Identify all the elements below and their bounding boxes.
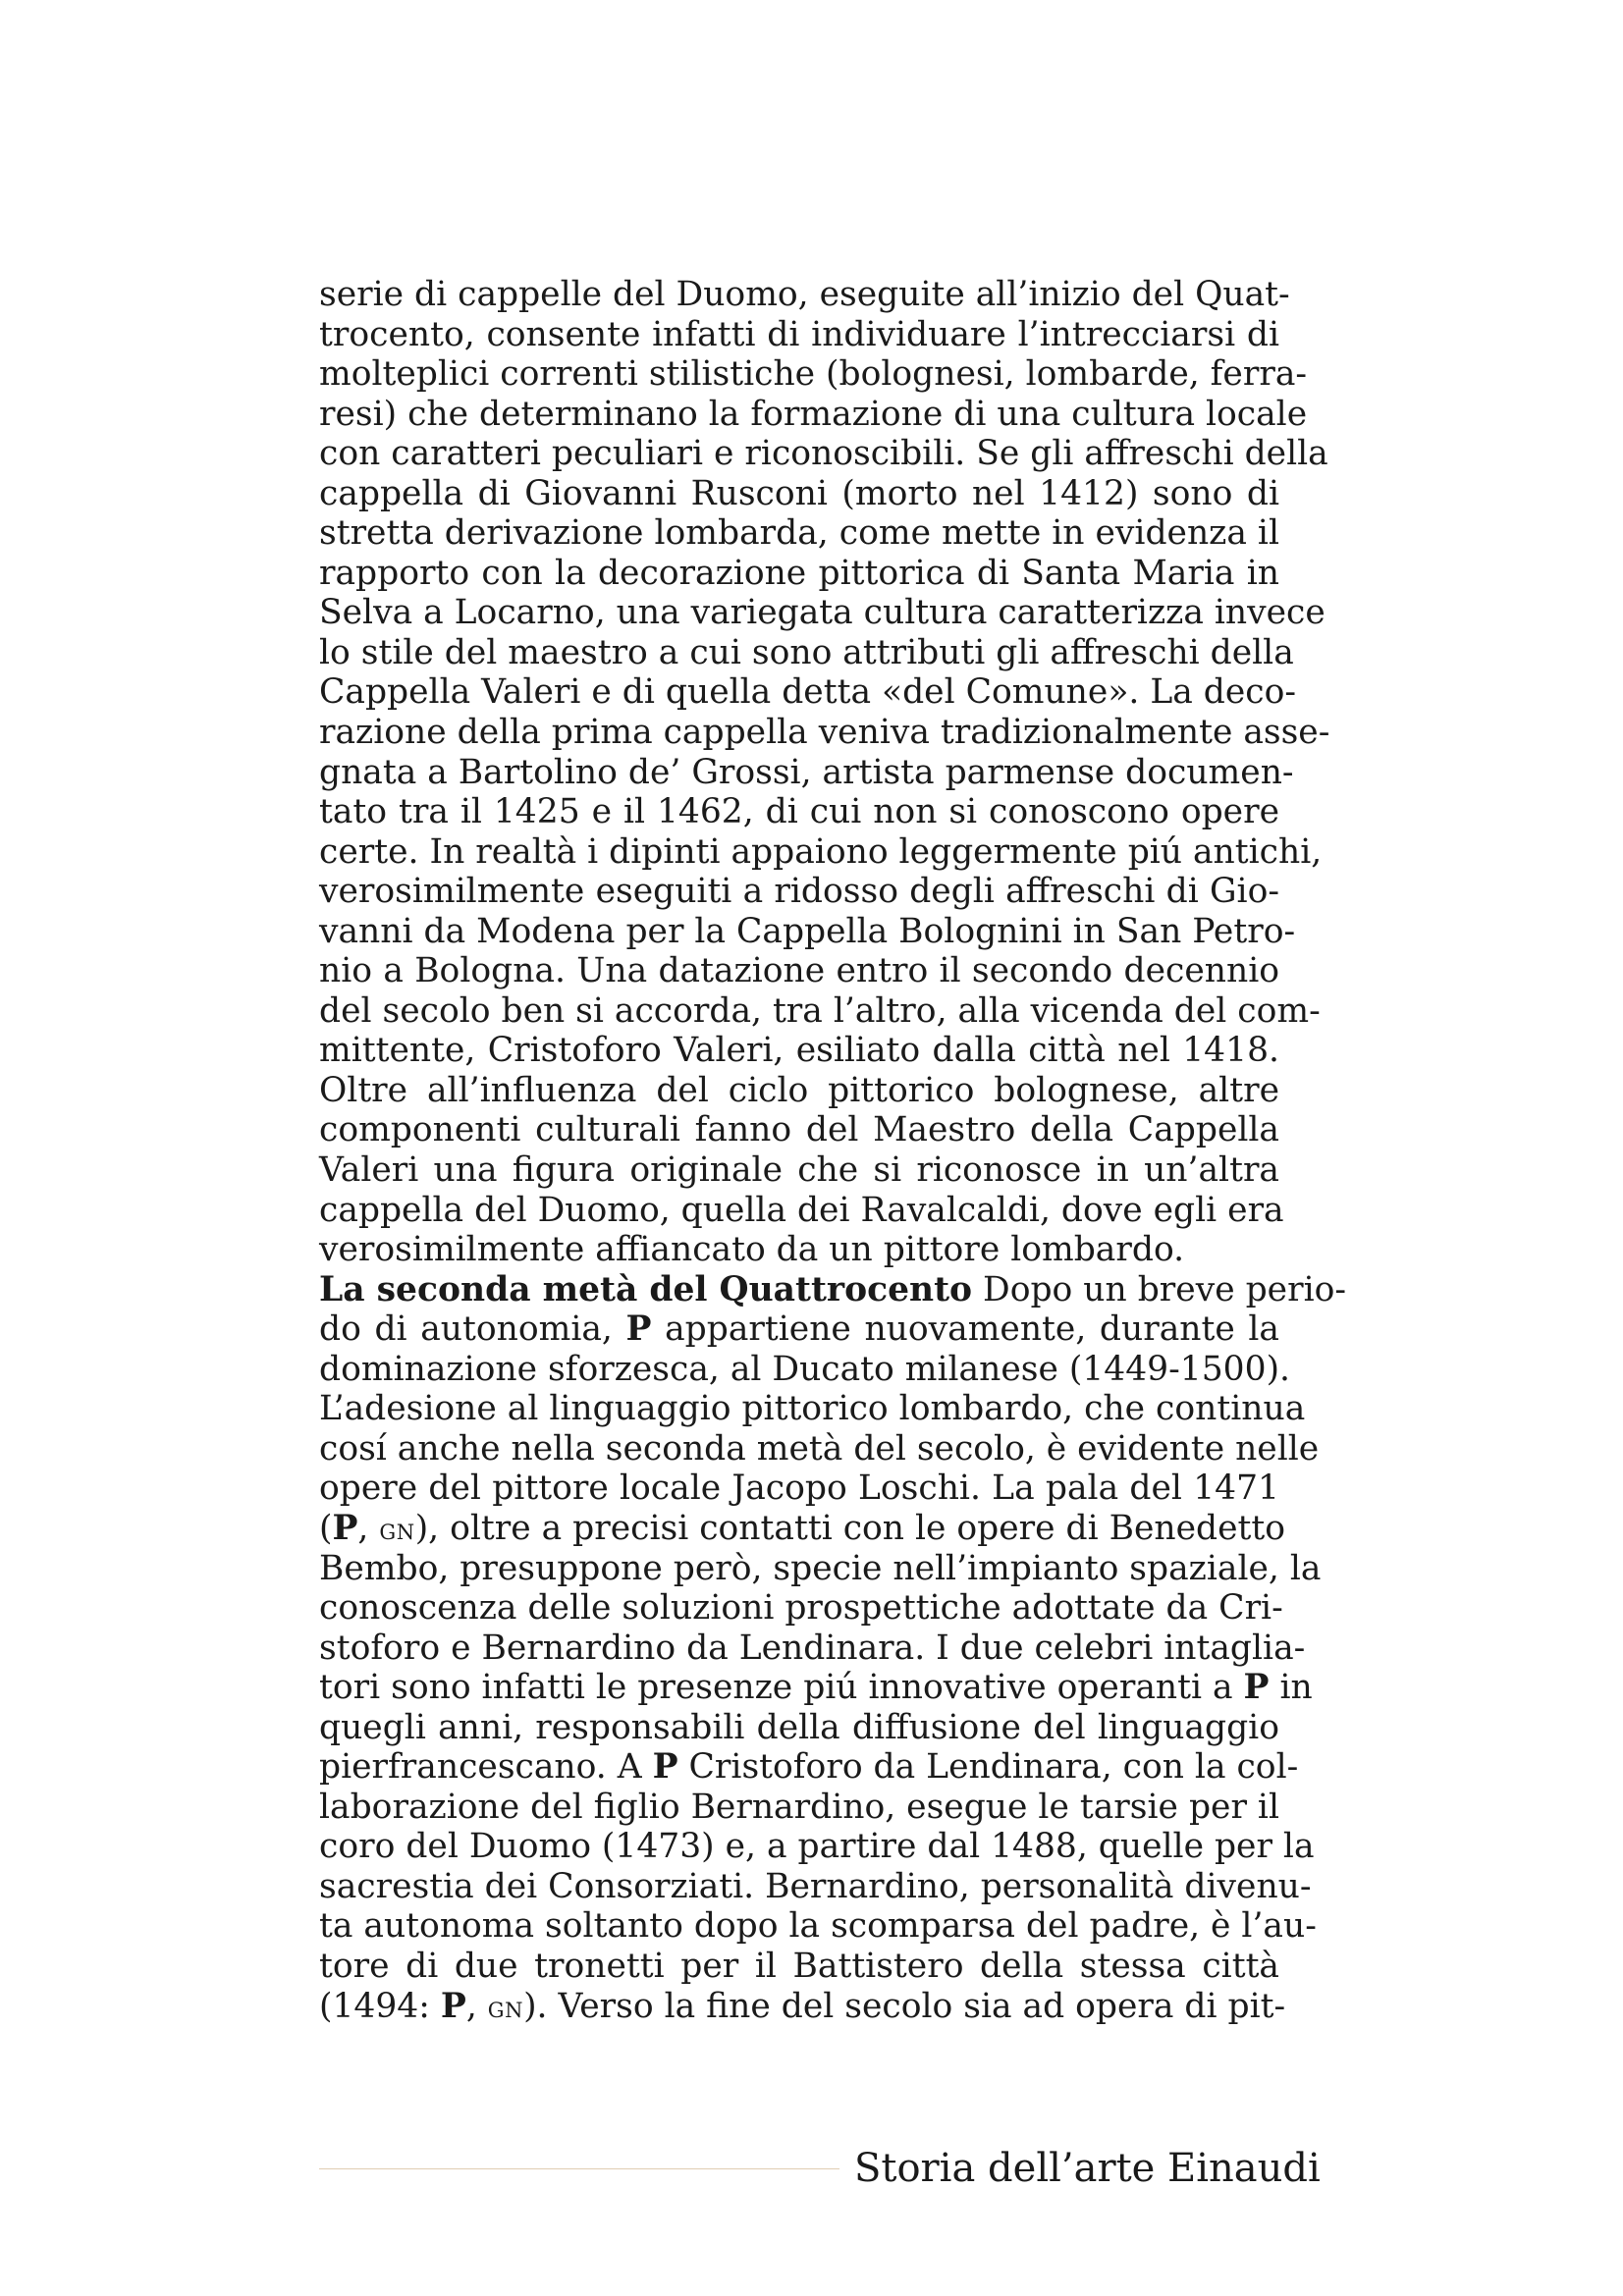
text-line: cappella del Duomo, quella dei Ravalcaldi, dove egli era — [319, 1190, 1284, 1230]
text-line: tore di due tronetti per il Battistero della stessa città — [319, 1946, 1279, 1986]
text-line: nio a Bologna. Una datazione entro il secondo decennio — [319, 951, 1279, 991]
text-line: Cappella Valeri e di quella detta «del Comune». La deco- — [319, 672, 1297, 713]
footer-divider — [319, 2168, 839, 2169]
text-line — [319, 1508, 1286, 1549]
text-line: mittente, Cristoforo Valeri, esiliato dalla città nel 1418. — [319, 1031, 1279, 1071]
text-line: molteplici correnti stilistiche (bolognesi, lombarde, ferra- — [319, 354, 1308, 395]
text-line: con caratteri peculiari e riconoscibili. Se gli affreschi della — [319, 434, 1328, 474]
text-run: ( — [319, 1508, 333, 1548]
text-run: , — [357, 1508, 380, 1548]
section-heading: La seconda metà del Quattrocento — [319, 1269, 973, 1309]
text-run: appartiene nuovamente, durante la — [651, 1309, 1280, 1350]
text-line — [319, 1986, 1286, 2027]
text-run: (1494: — [319, 1986, 441, 2026]
text-line — [319, 1747, 1299, 1788]
text-line: dominazione sforzesca, al Ducato milanese (1449-1500). — [319, 1349, 1290, 1389]
text-line: Selva a Locarno, una variegata cultura caratterizza invece — [319, 593, 1325, 633]
place-abbreviation: P — [332, 1508, 358, 1548]
text-run: Dopo un breve perio- — [972, 1269, 1347, 1309]
place-abbreviation: P — [625, 1309, 652, 1350]
text-line: Bembo, presuppone però, specie nell’impianto spaziale, la — [319, 1548, 1322, 1588]
text-run: ). Verso la fine del secolo sia ad opera di pit- — [523, 1986, 1286, 2026]
text-line: ta autonoma soltanto dopo la scomparsa del padre, è l’au- — [319, 1906, 1317, 1947]
text-line: verosimilmente eseguiti a ridosso degli affreschi di Gio- — [319, 872, 1279, 912]
text-run: , — [465, 1986, 488, 2026]
text-line: verosimilmente affiancato da un pittore lombardo. — [319, 1230, 1185, 1270]
text-run: do di autonomia, — [319, 1309, 626, 1350]
footer-title: Storia dell’arte Einaudi — [854, 2146, 1321, 2191]
text-line: razione della prima cappella veniva tradizionalmente asse- — [319, 713, 1330, 753]
section-first-line — [319, 1269, 1347, 1310]
text-run: pierfrancescano. A — [319, 1747, 653, 1788]
text-line: stoforo e Bernardino da Lendinara. I due celebri intaglia- — [319, 1628, 1306, 1668]
text-line: Valeri una figura originale che si riconosce in un’altra — [319, 1150, 1279, 1191]
text-line: opere del pittore locale Jacopo Loschi. La pala del 1471 — [319, 1468, 1279, 1509]
body-text — [319, 275, 1347, 2026]
text-line: resi) che determinano la formazione di una cultura locale — [319, 394, 1308, 434]
text-line: rapporto con la decorazione pittorica di Santa Maria in — [319, 553, 1279, 593]
text-line: stretta derivazione lombarda, come mette in evidenza il — [319, 513, 1279, 554]
text-line: cosí anche nella seconda metà del secolo, è evidente nelle — [319, 1428, 1320, 1468]
text-run: tori sono infatti le presenze piú innovative operanti a — [319, 1668, 1244, 1708]
text-line: Oltre all’influenza del ciclo pittorico bolognese, altre — [319, 1070, 1279, 1110]
museum-abbreviation: gn — [379, 1512, 415, 1546]
place-abbreviation: P — [652, 1747, 678, 1788]
text-run: in — [1269, 1668, 1313, 1708]
text-run: ), oltre a precisi contatti con le opere di Benedetto — [414, 1508, 1286, 1548]
text-line: gnata a Bartolino de’ Grossi, artista parmense documen- — [319, 752, 1294, 792]
text-line: sacrestia dei Consorziati. Bernardino, personalità divenu- — [319, 1866, 1312, 1906]
text-run: Cristoforo da Lendinara, con la col- — [677, 1747, 1299, 1788]
text-line: serie di cappelle del Duomo, eseguite all’inizio del Quat- — [319, 275, 1290, 314]
text-line: tato tra il 1425 e il 1462, di cui non si conoscono opere — [319, 792, 1279, 832]
text-line: cappella di Giovanni Rusconi (morto nel 1412) sono di — [319, 473, 1279, 513]
text-line: trocento, consente infatti di individuare l’intrecciarsi di — [319, 314, 1279, 354]
text-line: L’adesione al linguaggio pittorico lombardo, che continua — [319, 1389, 1306, 1429]
text-line: componenti culturali fanno del Maestro della Cappella — [319, 1110, 1279, 1150]
text-line: quegli anni, responsabili della diffusione del linguaggio — [319, 1707, 1279, 1747]
text-line: del secolo ben si accorda, tra l’altro, alla vicenda del com- — [319, 990, 1321, 1031]
museum-abbreviation: gn — [487, 1990, 524, 2024]
place-abbreviation: P — [440, 1986, 466, 2026]
place-abbreviation: P — [1243, 1668, 1270, 1708]
text-line: certe. In realtà i dipinti appaiono leggermente piú antichi, — [319, 831, 1323, 872]
text-line: coro del Duomo (1473) e, a partire dal 1488, quelle per la — [319, 1827, 1315, 1867]
text-line — [319, 1309, 1279, 1350]
text-line: laborazione del figlio Bernardino, esegue le tarsie per il — [319, 1787, 1279, 1827]
text-line: lo stile del maestro a cui sono attributi gli affreschi della — [319, 632, 1294, 672]
text-line — [319, 1668, 1313, 1708]
text-line: conoscenza delle soluzioni prospettiche adottate da Cri- — [319, 1588, 1283, 1629]
text-line: vanni da Modena per la Cappella Bolognini in San Petro- — [319, 911, 1296, 951]
